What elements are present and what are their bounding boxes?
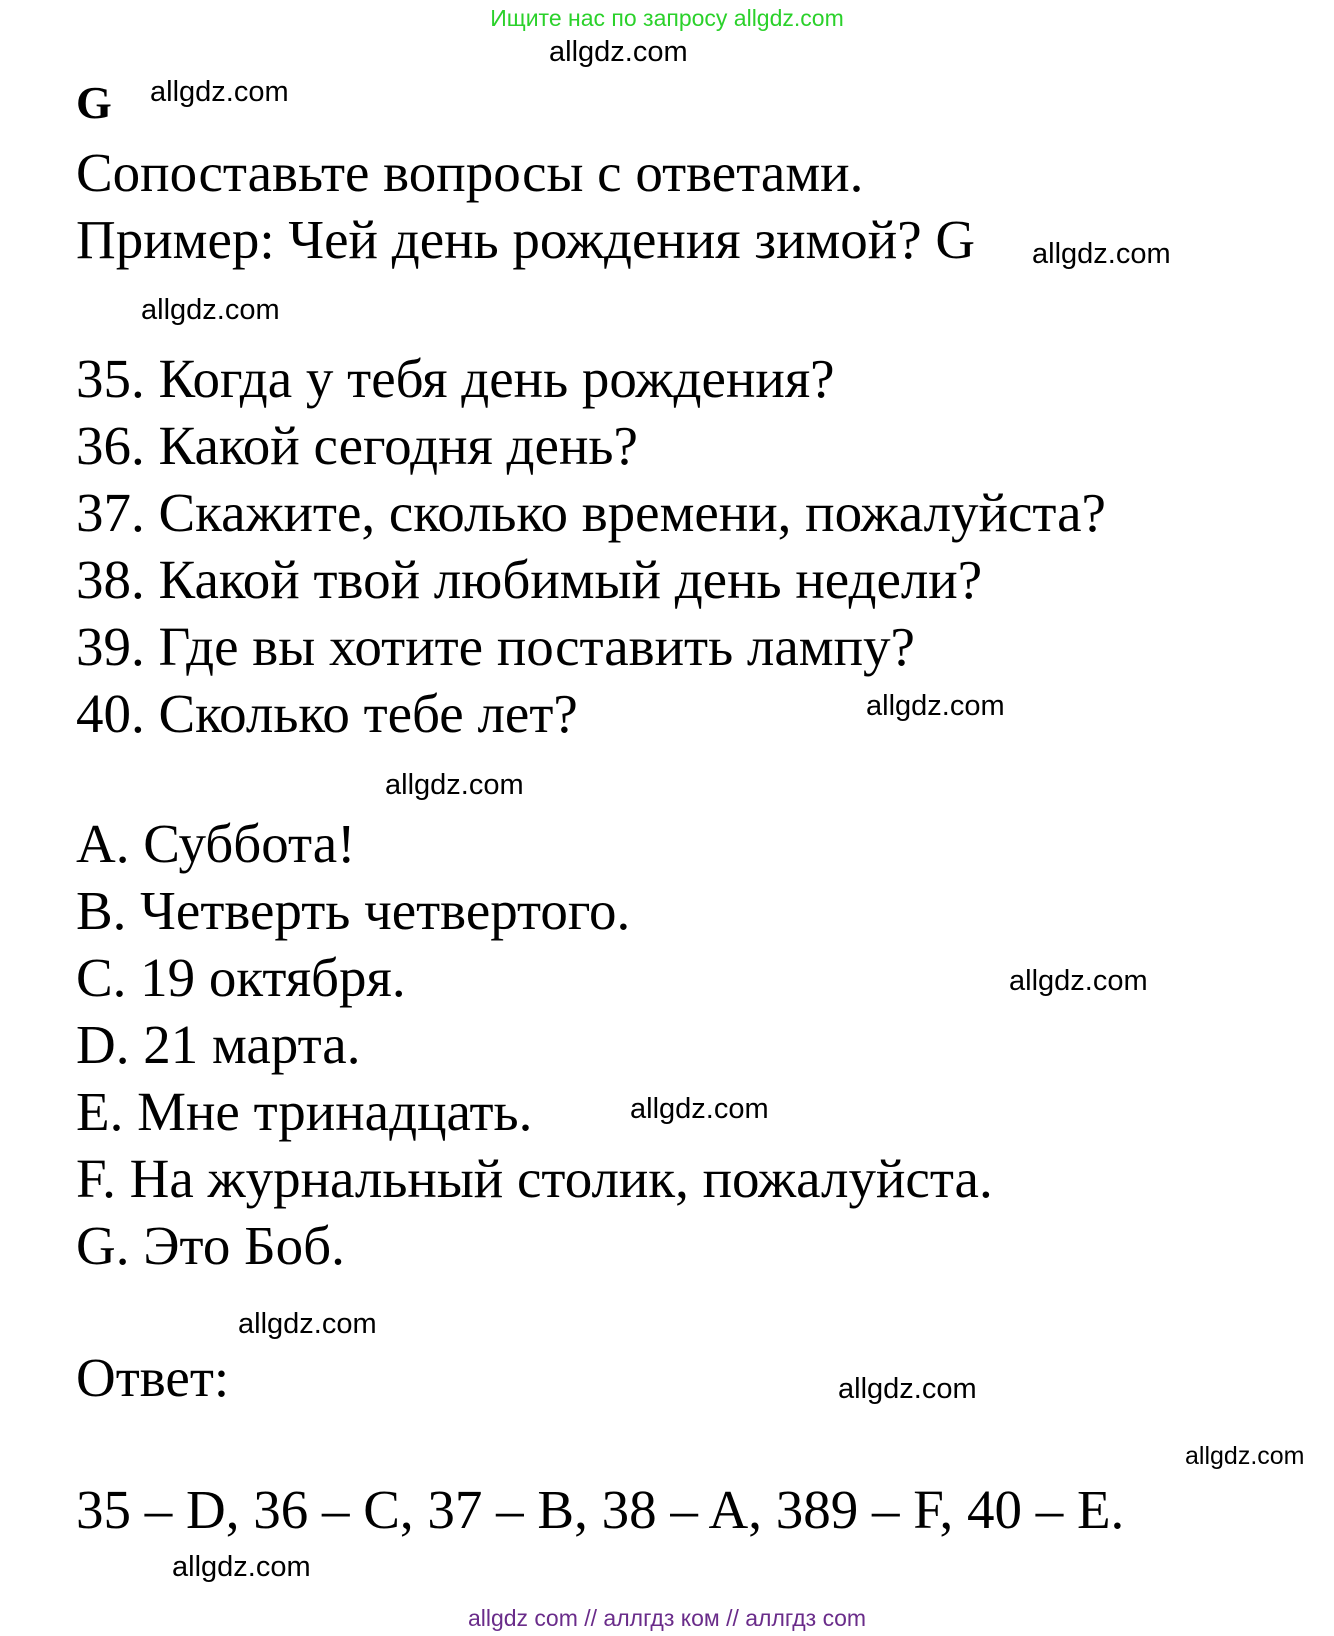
answer-option: D. 21 марта. [76, 1014, 361, 1075]
task-example: Пример: Чей день рождения зимой? G [76, 209, 976, 270]
watermark: allgdz.com [1185, 1442, 1305, 1470]
question-item: 37. Скажите, сколько времени, пожалуйста? [76, 482, 1106, 543]
question-item: 36. Какой сегодня день? [76, 415, 638, 476]
watermark: allgdz.com [385, 769, 524, 801]
watermark: allgdz.com [1032, 238, 1171, 270]
answer-option: A. Суббота! [76, 813, 356, 874]
footer-links[interactable]: allgdz com // аллгдз ком // аллгдз com [467, 1605, 867, 1631]
task-instruction: Сопоставьте вопросы с ответами. [76, 142, 864, 203]
watermark: allgdz.com [238, 1308, 377, 1340]
answer-text: 35 – D, 36 – C, 37 – B, 38 – A, 389 – F, 40 – E. [76, 1479, 1125, 1540]
question-item: 38. Какой твой любимый день недели? [76, 549, 983, 610]
watermark: allgdz.com [141, 294, 280, 326]
watermark: allgdz.com [172, 1551, 311, 1583]
question-item: 39. Где вы хотите поставить лампу? [76, 616, 915, 677]
question-item: 35. Когда у тебя день рождения? [76, 348, 835, 409]
watermark: allgdz.com [630, 1093, 769, 1125]
question-list [76, 345, 1106, 747]
watermark: allgdz.com [838, 1373, 977, 1405]
watermark: allgdz.com [549, 36, 688, 68]
answer-option-list [76, 810, 993, 1279]
top-banner[interactable]: Ищите нас по запросу allgdz.com [490, 5, 844, 31]
question-item: 40. Сколько тебе лет? [76, 683, 578, 744]
answer-label: Ответ: [76, 1347, 230, 1408]
answer-option: B. Четверть четвертого. [76, 880, 631, 941]
watermark: allgdz.com [1009, 965, 1148, 997]
answer-option: C. 19 октября. [76, 947, 406, 1008]
watermark: allgdz.com [866, 690, 1005, 722]
watermark: allgdz.com [150, 76, 289, 108]
answer-option: E. Мне тринадцать. [76, 1081, 533, 1142]
answer-option: F. На журнальный столик, пожалуйста. [76, 1148, 993, 1209]
task-letter: G [76, 77, 112, 128]
answer-option: G. Это Боб. [76, 1215, 345, 1276]
